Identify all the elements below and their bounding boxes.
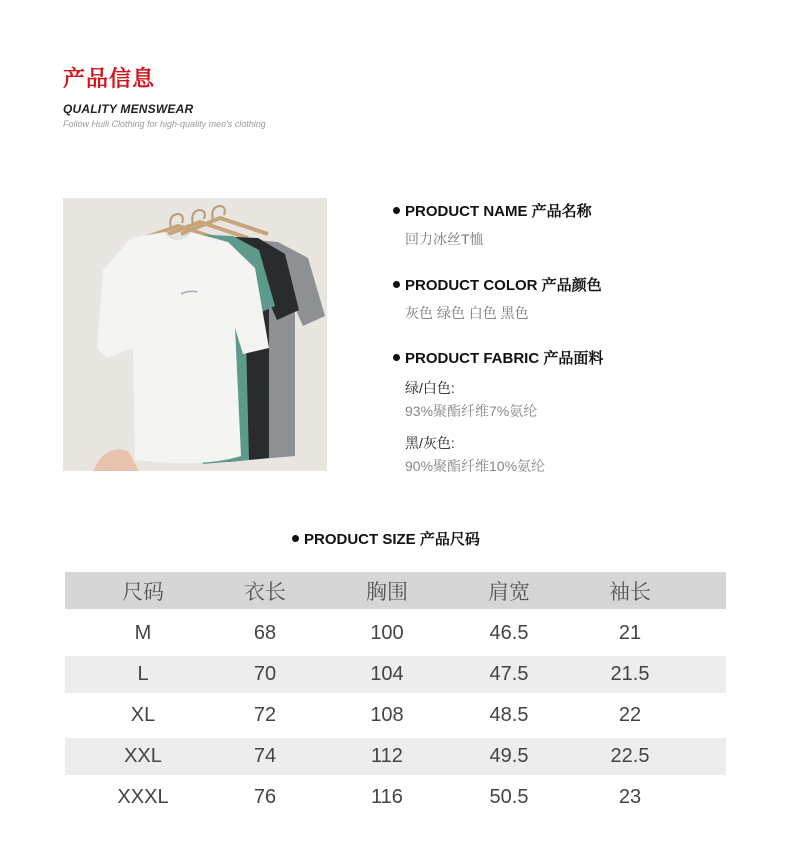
table-cell: 108	[370, 704, 404, 726]
table-cell: XL	[130, 704, 156, 726]
table-cell: 46.5	[489, 622, 529, 644]
fabric-value-green-white: 93%聚酯纤维7%氨纶	[405, 403, 538, 419]
tshirts-on-hangers-image	[63, 198, 327, 471]
product-name-block	[393, 200, 592, 249]
column-header: 衣长	[244, 579, 286, 604]
column-header: 肩宽	[488, 579, 530, 604]
table-cell: 74	[253, 745, 277, 767]
product-photo	[63, 198, 327, 471]
table-cell: 104	[370, 663, 404, 685]
product-color-label: PRODUCT COLOR 产品颜色	[405, 277, 602, 294]
product-size-heading	[292, 528, 480, 549]
table-cell: 50.5	[489, 786, 529, 808]
table-cell: 21.5	[610, 663, 650, 685]
table-cell: 48.5	[489, 704, 529, 726]
table-cell: 22.5	[610, 745, 650, 767]
table-cell: XXXL	[117, 786, 169, 808]
table-cell: 100	[370, 622, 404, 644]
table-cell: 68	[253, 622, 277, 644]
page-title-en: QUALITY MENSWEAR	[63, 102, 194, 116]
product-fabric-block	[393, 347, 603, 476]
table-cell: L	[137, 663, 149, 685]
table-cell: 76	[253, 786, 277, 808]
product-fabric-heading	[393, 347, 603, 368]
bullet-icon	[393, 354, 400, 361]
table-row	[65, 656, 726, 693]
table-cell: 22	[618, 704, 642, 726]
product-name-label: PRODUCT NAME 产品名称	[405, 203, 592, 220]
product-color-heading	[393, 274, 602, 295]
table-cell: 21	[618, 622, 642, 644]
table-cell: 49.5	[489, 745, 529, 767]
product-name-heading	[393, 200, 592, 221]
table-cell: M	[134, 622, 152, 644]
fabric-value-black-gray: 90%聚酯纤维10%氨纶	[405, 458, 546, 474]
page-title-cn: 产品信息	[63, 67, 156, 92]
column-header: 袖长	[609, 579, 651, 604]
table-row	[65, 777, 726, 818]
fabric-label-green-white: 绿/白色:	[405, 380, 455, 396]
fabric-label-black-gray: 黑/灰色:	[405, 435, 455, 451]
bullet-icon	[393, 281, 400, 288]
product-name-value: 回力冰丝T恤	[405, 231, 484, 247]
table-cell: 112	[371, 745, 403, 767]
table-cell: 23	[618, 786, 642, 808]
table-row	[65, 695, 726, 736]
column-header: 胸围	[366, 579, 408, 604]
table-cell: 70	[253, 663, 277, 685]
table-cell: 47.5	[489, 663, 529, 685]
table-cell: XXL	[124, 745, 162, 767]
product-size-label: PRODUCT SIZE 产品尺码	[304, 531, 480, 548]
product-fabric-label: PRODUCT FABRIC 产品面料	[405, 350, 604, 367]
size-table	[65, 572, 726, 818]
product-color-value: 灰色 绿色 白色 黑色	[405, 305, 529, 321]
bullet-icon	[393, 207, 400, 214]
table-row	[65, 613, 726, 654]
table-cell: 72	[253, 704, 277, 726]
bullet-icon	[292, 535, 299, 542]
table-cell: 116	[371, 786, 403, 808]
page-subtitle: Follow Huili Clothing for high-quality men's clothing	[63, 119, 266, 129]
product-color-block	[393, 274, 602, 323]
table-row	[65, 738, 726, 775]
column-header: 尺码	[122, 579, 164, 604]
size-table-header	[65, 572, 726, 609]
